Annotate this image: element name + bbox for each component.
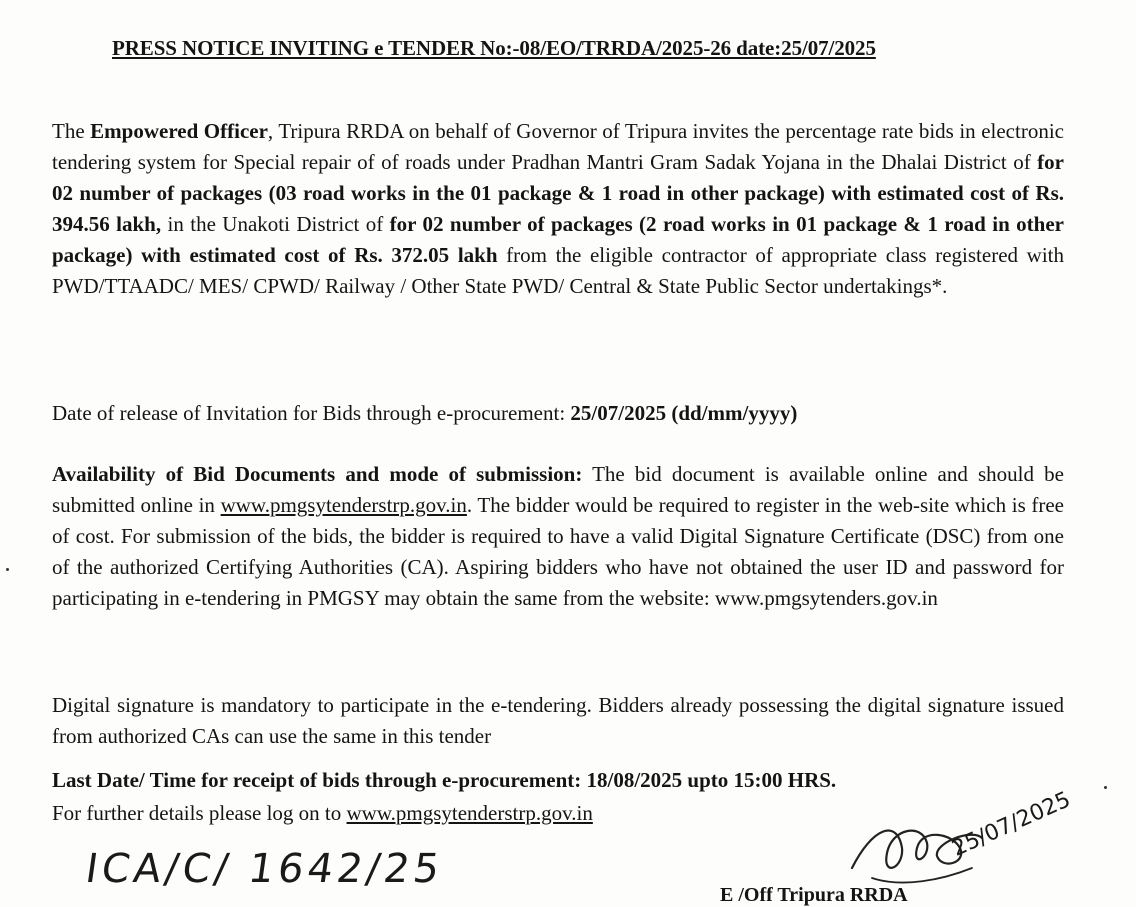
- availability-text-1: The bid document is available online and should be submitted online in: [52, 462, 1064, 517]
- availability-heading: Availability of Bid Documents and mode of submission:: [52, 462, 583, 486]
- last-date-value: : 18/08/2025 upto 15:00 HRS.: [574, 768, 837, 792]
- dhalai-packages-text: for 02 number of packages (03 road works in the 01 package & 1 road in other package) with estimated cost of Rs. 394.56 lakh,: [52, 150, 1064, 236]
- digital-signature-paragraph: Digital signature is mandatory to participate in the e-tendering. Bidders already possessing the digital signature issued from authorized CAs can use the same in this tender: [52, 693, 1064, 748]
- notice-heading: PRESS NOTICE INVITING e TENDER No:-08/EO/TRRDA/2025-26 date:25/07/2025: [112, 36, 876, 60]
- further-details-text: For further details please log on to: [52, 801, 347, 825]
- release-date-label: Date of release of Invitation for Bids through e-procurement:: [52, 401, 571, 425]
- scan-speck: [1104, 786, 1107, 789]
- para1-text-2: , Tripura RRDA on behalf of Governor of Tripura invites the percentage rate bids in electronic tendering system for Special repair of of roads under Pradhan Mantri Gram Sadak Yojana in the Dhalai District of: [52, 119, 1064, 174]
- empowered-officer-text: Empowered Officer: [90, 119, 268, 143]
- unakoti-packages-text: for 02 number of packages (2 road works in 01 package & 1 road in other package) with estimated cost of Rs. 372.05 lakh: [52, 212, 1064, 267]
- signature-date: 25/07/2025: [948, 787, 1075, 862]
- handwritten-reference-number: ICA/C/ 1642/25: [82, 846, 447, 892]
- scan-speck: [6, 568, 9, 571]
- tender-portal-link[interactable]: www.pmgsytenderstrp.gov.in: [220, 493, 467, 517]
- further-details-link[interactable]: www.pmgsytenderstrp.gov.in: [346, 801, 593, 825]
- release-date-value: 25/07/2025 (dd/mm/yyyy): [570, 401, 798, 425]
- release-date-line: [52, 398, 1064, 429]
- para1-text-3: in the Unakoti District of: [161, 212, 390, 236]
- para1-text-4: from the eligible contractor of appropriate class registered with PWD/TTAADC/ MES/ CPWD/ Railway / Other State PWD/ Central & State Public Sector undertakings*.: [52, 243, 1064, 298]
- last-date-label: Last Date/ Time for receipt of bids through e-procurement: [52, 768, 575, 792]
- invitation-paragraph: [52, 116, 1064, 302]
- availability-text-2: . The bidder would be required to register in the web-site which is free of cost. For submission of the bids, the bidder is required to have a valid Digital Signature Certificate (DSC) from one of the authorized Certifying Authorities (CA). Aspiring bidders who have not obtained the user ID and password for participating in e-tendering in PMGSY may obtain the same from the website: www.pmgsytenders.gov.in: [52, 493, 1064, 610]
- signatory-designation-partial: E /Off Tripura RRDA: [720, 884, 908, 906]
- availability-paragraph: [52, 459, 1064, 614]
- para1-text-1: The: [52, 119, 91, 143]
- last-date-line: [52, 765, 1064, 796]
